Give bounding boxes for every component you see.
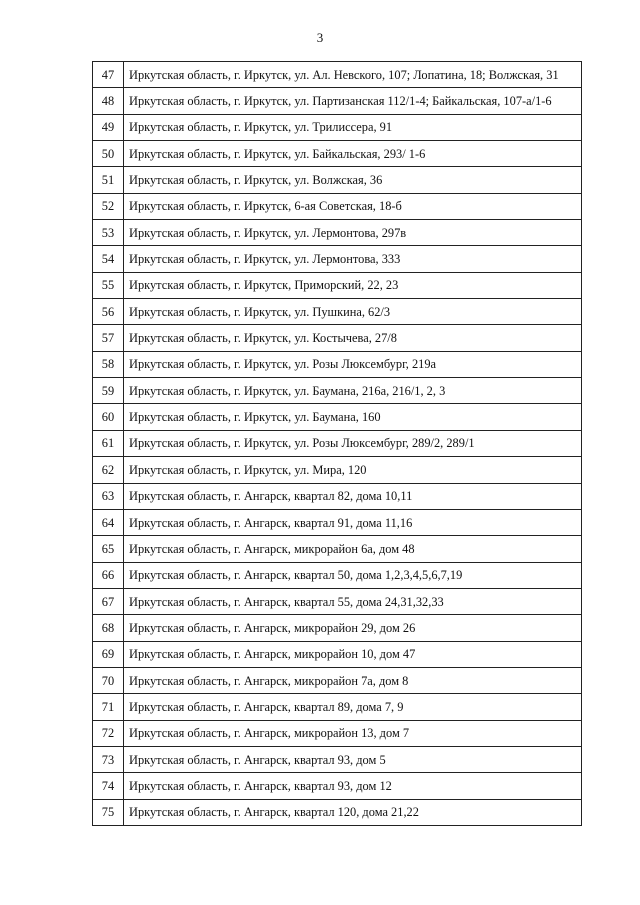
address-cell: Иркутская область, г. Иркутск, ул. Мира, 120 (124, 457, 582, 483)
address-cell: Иркутская область, г. Ангарск, микрорайон 29, дом 26 (124, 615, 582, 641)
table-row (93, 483, 582, 509)
address-cell: Иркутская область, г. Иркутск, ул. Байкальская, 293/ 1-6 (124, 141, 582, 167)
table-row (93, 588, 582, 614)
address-cell: Иркутская область, г. Иркутск, 6-ая Советская, 18-б (124, 193, 582, 219)
address-cell: Иркутская область, г. Иркутск, ул. Волжская, 36 (124, 167, 582, 193)
table-row (93, 536, 582, 562)
table-row (93, 167, 582, 193)
address-cell: Иркутская область, г. Иркутск, ул. Розы Люксембург, 289/2, 289/1 (124, 430, 582, 456)
row-number-cell: 62 (93, 457, 124, 483)
row-number-cell: 58 (93, 351, 124, 377)
row-number-cell: 53 (93, 220, 124, 246)
address-cell: Иркутская область, г. Ангарск, квартал 82, дома 10,11 (124, 483, 582, 509)
address-cell: Иркутская область, г. Иркутск, ул. Баумана, 216а, 216/1, 2, 3 (124, 378, 582, 404)
table-row (93, 720, 582, 746)
row-number-cell: 74 (93, 773, 124, 799)
address-cell: Иркутская область, г. Ангарск, квартал 120, дома 21,22 (124, 799, 582, 825)
table-row (93, 114, 582, 140)
table-row (93, 694, 582, 720)
table-row (93, 325, 582, 351)
row-number-cell: 73 (93, 746, 124, 772)
row-number-cell: 50 (93, 141, 124, 167)
page-number: 3 (316, 30, 324, 45)
row-number-cell: 72 (93, 720, 124, 746)
table-row (93, 193, 582, 219)
row-number-cell: 57 (93, 325, 124, 351)
address-cell: Иркутская область, г. Ангарск, квартал 93, дом 5 (124, 746, 582, 772)
address-cell: Иркутская область, г. Ангарск, квартал 91, дома 11,16 (124, 509, 582, 535)
address-cell: Иркутская область, г. Иркутск, ул. Пушкина, 62/3 (124, 299, 582, 325)
table-row (93, 351, 582, 377)
address-cell: Иркутская область, г. Ангарск, квартал 50, дома 1,2,3,4,5,6,7,19 (124, 562, 582, 588)
address-cell: Иркутская область, г. Иркутск, Приморский, 22, 23 (124, 272, 582, 298)
address-cell: Иркутская область, г. Иркутск, ул. Лермонтова, 297в (124, 220, 582, 246)
table-row (93, 220, 582, 246)
row-number-cell: 64 (93, 509, 124, 535)
row-number-cell: 52 (93, 193, 124, 219)
row-number-cell: 49 (93, 114, 124, 140)
row-number-cell: 67 (93, 588, 124, 614)
address-cell: Иркутская область, г. Иркутск, ул. Трилиссера, 91 (124, 114, 582, 140)
table-row (93, 509, 582, 535)
address-cell: Иркутская область, г. Ангарск, микрорайон 10, дом 47 (124, 641, 582, 667)
table-row (93, 430, 582, 456)
table-row (93, 746, 582, 772)
address-cell: Иркутская область, г. Иркутск, ул. Лермонтова, 333 (124, 246, 582, 272)
table-row (93, 667, 582, 693)
row-number-cell: 56 (93, 299, 124, 325)
row-number-cell: 48 (93, 88, 124, 114)
table-row (93, 272, 582, 298)
row-number-cell: 71 (93, 694, 124, 720)
table-row (93, 88, 582, 114)
table-row (93, 457, 582, 483)
row-number-cell: 75 (93, 799, 124, 825)
row-number-cell: 63 (93, 483, 124, 509)
address-cell: Иркутская область, г. Ангарск, микрорайон 13, дом 7 (124, 720, 582, 746)
address-cell: Иркутская область, г. Иркутск, ул. Баумана, 160 (124, 404, 582, 430)
table-row (93, 141, 582, 167)
address-cell: Иркутская область, г. Ангарск, квартал 89, дома 7, 9 (124, 694, 582, 720)
table-row (93, 404, 582, 430)
row-number-cell: 65 (93, 536, 124, 562)
table-row (93, 615, 582, 641)
table-row (93, 378, 582, 404)
row-number-cell: 69 (93, 641, 124, 667)
table-row (93, 246, 582, 272)
row-number-cell: 51 (93, 167, 124, 193)
row-number-cell: 59 (93, 378, 124, 404)
table-row (93, 773, 582, 799)
row-number-cell: 54 (93, 246, 124, 272)
row-number-cell: 66 (93, 562, 124, 588)
row-number-cell: 55 (93, 272, 124, 298)
table-row (93, 299, 582, 325)
address-table-body (93, 62, 582, 826)
table-row (93, 799, 582, 825)
address-cell: Иркутская область, г. Ангарск, микрорайон 6а, дом 48 (124, 536, 582, 562)
table-row (93, 641, 582, 667)
address-table (92, 61, 582, 826)
address-cell: Иркутская область, г. Иркутск, ул. Ал. Невского, 107; Лопатина, 18; Волжская, 31 (124, 62, 582, 88)
row-number-cell: 60 (93, 404, 124, 430)
table-row (93, 62, 582, 88)
row-number-cell: 70 (93, 667, 124, 693)
address-cell: Иркутская область, г. Иркутск, ул. Партизанская 112/1-4; Байкальская, 107-а/1-6 (124, 88, 582, 114)
row-number-cell: 47 (93, 62, 124, 88)
address-cell: Иркутская область, г. Иркутск, ул. Костычева, 27/8 (124, 325, 582, 351)
address-cell: Иркутская область, г. Иркутск, ул. Розы Люксембург, 219а (124, 351, 582, 377)
row-number-cell: 61 (93, 430, 124, 456)
row-number-cell: 68 (93, 615, 124, 641)
address-cell: Иркутская область, г. Ангарск, квартал 93, дом 12 (124, 773, 582, 799)
table-row (93, 562, 582, 588)
address-cell: Иркутская область, г. Ангарск, микрорайон 7а, дом 8 (124, 667, 582, 693)
address-cell: Иркутская область, г. Ангарск, квартал 55, дома 24,31,32,33 (124, 588, 582, 614)
